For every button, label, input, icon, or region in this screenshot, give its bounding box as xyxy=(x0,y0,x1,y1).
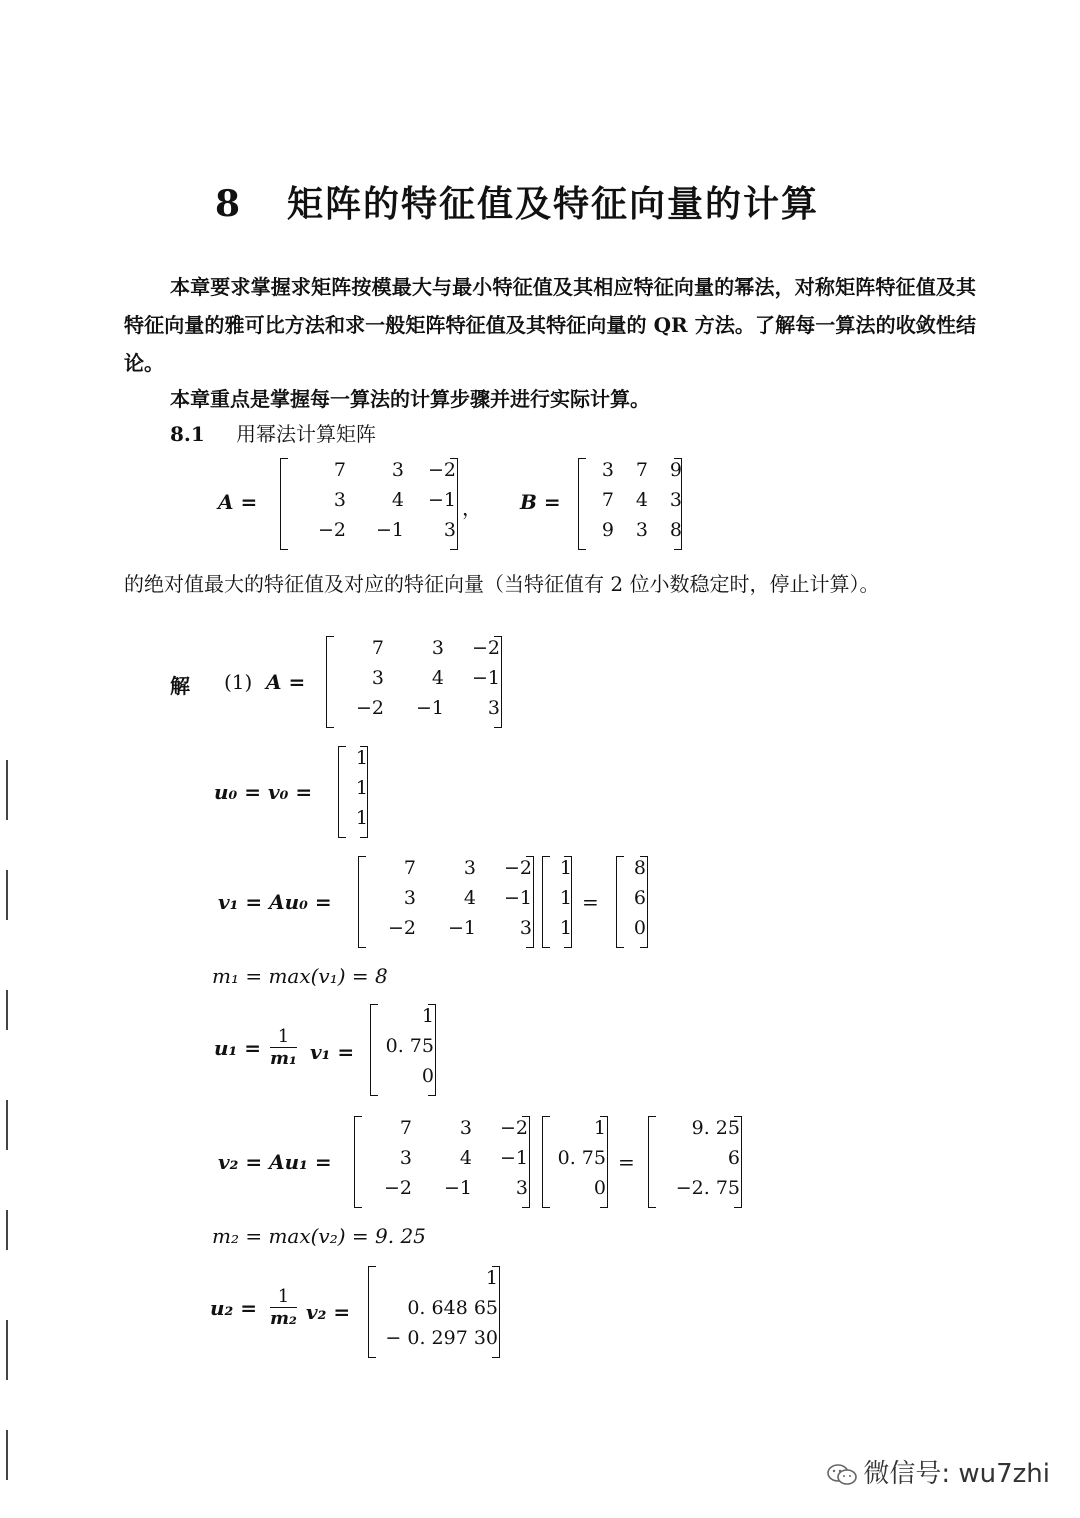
matrix-cell: −1 xyxy=(471,667,500,689)
section-heading xyxy=(170,418,376,447)
matrix-cell: −2 xyxy=(499,1117,528,1139)
m1-line: m₁ = max(v₁) = 8 xyxy=(212,964,388,988)
matrix-cell: 8 xyxy=(669,519,682,541)
u1-suffix: v₁ = xyxy=(310,1040,355,1064)
chapter-number: 8 xyxy=(215,183,243,225)
matrix-cell: 0. 648 65 xyxy=(407,1297,498,1319)
equals-sign: = xyxy=(582,890,599,914)
solution-a-label: A = xyxy=(266,670,306,694)
matrix-cell: 3 xyxy=(399,1147,412,1169)
matrix-cell: 0 xyxy=(593,1177,606,1199)
matrix-cell: 3 xyxy=(391,459,404,481)
matrix-cell: 3 xyxy=(601,459,614,481)
matrix-cell: 0. 75 xyxy=(557,1147,606,1169)
matrix-cell: 3 xyxy=(403,887,416,909)
matrix-cell: −1 xyxy=(443,1177,472,1199)
matrix-cell: −2 xyxy=(317,519,346,541)
matrix-cell: 3 xyxy=(371,667,384,689)
u2-fraction-numerator: 1 xyxy=(270,1286,297,1308)
scan-mark xyxy=(6,1210,8,1250)
matrix-b-label: B = xyxy=(520,490,561,514)
matrix-cell: 3 xyxy=(431,637,444,659)
matrix-cell: − 0. 297 30 xyxy=(385,1327,498,1349)
matrix-cell: 4 xyxy=(635,489,648,511)
v2-label: v₂ = Au₁ = xyxy=(218,1150,332,1174)
matrix-cell: 7 xyxy=(635,459,648,481)
chapter-title-text: 矩阵的特征值及特征向量的计算 xyxy=(287,183,820,225)
chapter-title xyxy=(215,176,819,227)
matrix-cell: 7 xyxy=(601,489,614,511)
matrix-cell: 1 xyxy=(559,917,572,939)
matrix-cell: 1 xyxy=(355,777,368,799)
comma: ， xyxy=(462,496,482,520)
matrix-cell: 7 xyxy=(371,637,384,659)
u1-fraction-numerator: 1 xyxy=(270,1026,297,1048)
matrix-cell: 3 xyxy=(635,519,648,541)
matrix-cell: 7 xyxy=(399,1117,412,1139)
matrix-cell: −2 xyxy=(355,697,384,719)
matrix-cell: 3 xyxy=(459,1117,472,1139)
scan-mark xyxy=(6,760,8,820)
v1-vector-u0 xyxy=(542,856,572,948)
v1-label: v₁ = Au₀ = xyxy=(218,890,332,914)
solution-label: 解 xyxy=(170,674,190,698)
matrix-a-label: A = xyxy=(218,490,258,514)
matrix-cell: 1 xyxy=(355,807,368,829)
u1-fraction-denominator: m₁ xyxy=(270,1048,297,1069)
matrix-cell: 9 xyxy=(601,519,614,541)
matrix-cell: 9 xyxy=(669,459,682,481)
matrix-cell: 1 xyxy=(593,1117,606,1139)
section-title: 用幂法计算矩阵 xyxy=(236,422,376,446)
matrix-cell: 8 xyxy=(633,857,646,879)
vector-v1 xyxy=(616,856,648,948)
v1-matrix-a xyxy=(358,856,534,948)
u1-fraction xyxy=(270,1026,297,1069)
matrix-cell: 1 xyxy=(355,747,368,769)
matrix-cell: −2 xyxy=(503,857,532,879)
problem-text: 的绝对值最大的特征值及对应的特征向量（当特征值有 2 位小数稳定时，停止计算）。 xyxy=(124,572,880,596)
matrix-cell: 0. 75 xyxy=(385,1035,434,1057)
matrix-cell: 3 xyxy=(333,489,346,511)
matrix-cell: 3 xyxy=(519,917,532,939)
wechat-icon xyxy=(827,1464,857,1486)
intro-key-point: 本章重点是掌握每一算法的计算步骤并进行实际计算。 xyxy=(170,387,650,411)
matrix-cell: −1 xyxy=(503,887,532,909)
vector-u1 xyxy=(370,1004,436,1096)
u2-fraction xyxy=(270,1286,297,1329)
matrix-cell: 4 xyxy=(463,887,476,909)
intro-paragraph: 本章要求掌握求矩阵按模最大与最小特征值及其相应特征向量的幂法，对称矩阵特征值及其特征向量的雅可比方法和求一般矩阵特征值及其特征向量的 QR 方法。了解每一算法的收敛性结论。 xyxy=(124,275,976,375)
matrix-cell: −2. 75 xyxy=(675,1177,740,1199)
matrix-cell: 3 xyxy=(487,697,500,719)
scan-mark xyxy=(6,1100,8,1150)
matrix-cell: 0 xyxy=(633,917,646,939)
matrix-cell: 6 xyxy=(633,887,646,909)
equals-sign: = xyxy=(618,1150,635,1174)
scan-mark xyxy=(6,870,8,920)
matrix-cell: 3 xyxy=(443,519,456,541)
u1-label: u₁ = xyxy=(214,1036,262,1060)
wechat-watermark xyxy=(827,1453,1050,1490)
vector-v2 xyxy=(648,1116,742,1208)
matrix-cell: −1 xyxy=(415,697,444,719)
scan-mark xyxy=(6,1430,8,1480)
matrix-cell: 3 xyxy=(515,1177,528,1199)
vector-u0 xyxy=(338,746,368,838)
matrix-cell: 7 xyxy=(333,459,346,481)
solution-part: (1) xyxy=(224,670,253,694)
matrix-cell: 3 xyxy=(669,489,682,511)
scan-mark xyxy=(6,990,8,1030)
faint-watermark xyxy=(217,684,284,754)
vector-u2 xyxy=(368,1266,500,1358)
matrix-cell: −2 xyxy=(471,637,500,659)
matrix-cell: −1 xyxy=(499,1147,528,1169)
m2-line: m₂ = max(v₂) = 9. 25 xyxy=(212,1224,426,1248)
matrix-cell: −1 xyxy=(427,489,456,511)
u2-fraction-denominator: m₂ xyxy=(270,1308,297,1329)
matrix-cell: 3 xyxy=(463,857,476,879)
matrix-cell: 4 xyxy=(431,667,444,689)
matrix-cell: 1 xyxy=(559,887,572,909)
matrix-cell: −1 xyxy=(375,519,404,541)
u0-label: u₀ = v₀ = xyxy=(214,780,313,804)
matrix-cell: 1 xyxy=(485,1267,498,1289)
matrix-cell: 7 xyxy=(403,857,416,879)
u2-suffix: v₂ = xyxy=(306,1300,351,1324)
matrix-a xyxy=(280,458,458,550)
scan-mark xyxy=(6,1320,8,1380)
matrix-cell: 1 xyxy=(421,1005,434,1027)
section-number: 8.1 xyxy=(170,422,205,446)
matrix-cell: 4 xyxy=(391,489,404,511)
matrix-cell: 4 xyxy=(459,1147,472,1169)
matrix-cell: −2 xyxy=(383,1177,412,1199)
matrix-cell: −2 xyxy=(387,917,416,939)
v2-vector-u1 xyxy=(542,1116,608,1208)
matrix-cell: 9. 25 xyxy=(691,1117,740,1139)
solution-matrix-a xyxy=(326,636,502,728)
u2-label: u₂ = xyxy=(210,1296,258,1320)
watermark-text: 微信号: wu7zhi xyxy=(863,1459,1050,1489)
matrix-cell: 0 xyxy=(421,1065,434,1087)
v2-matrix-a xyxy=(354,1116,530,1208)
matrix-cell: 1 xyxy=(559,857,572,879)
matrix-b xyxy=(578,458,682,550)
matrix-cell: −1 xyxy=(447,917,476,939)
matrix-cell: −2 xyxy=(427,459,456,481)
matrix-cell: 6 xyxy=(727,1147,740,1169)
